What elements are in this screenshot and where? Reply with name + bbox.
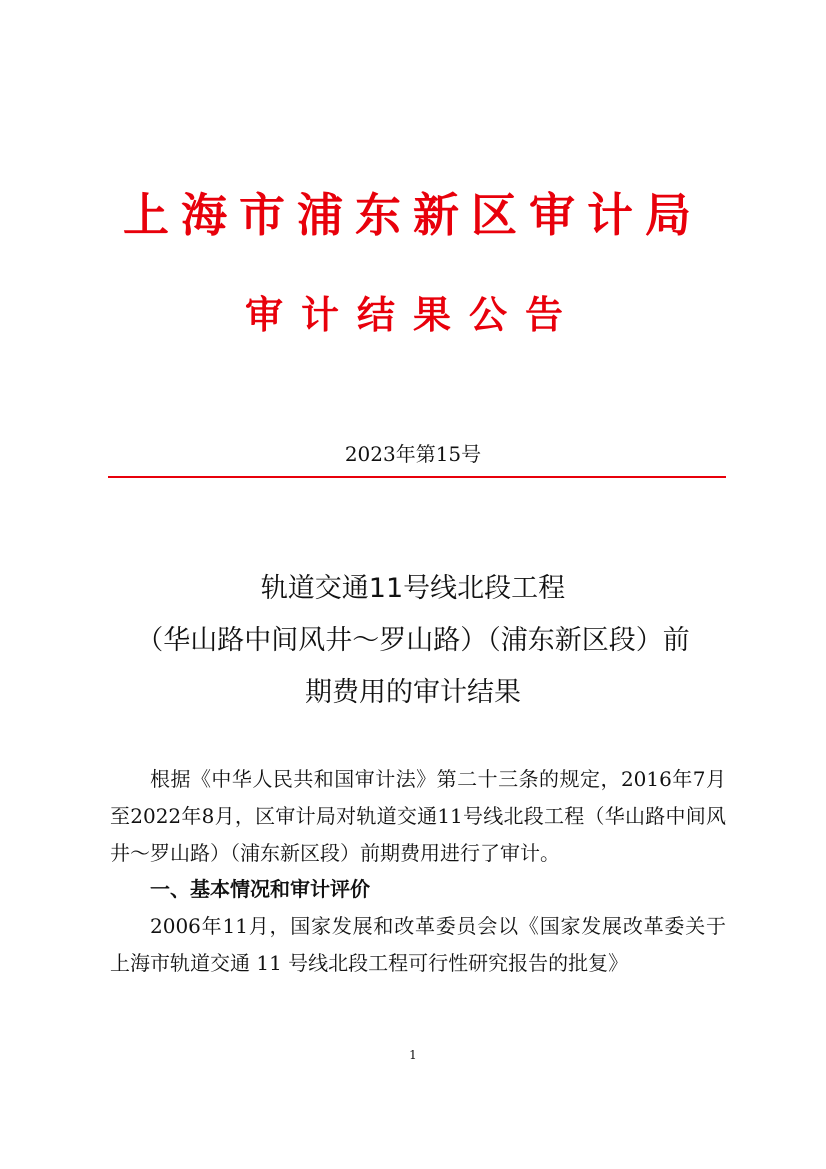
body-paragraph-2: 2006年11月，国家发展和改革委员会以《国家发展改革委关于上海市轨道交通 11 号线北段工程可行性研究报告的批复》 xyxy=(110,914,726,975)
report-title xyxy=(100,563,726,719)
section-heading-1: 一、基本情况和审计评价 xyxy=(150,877,370,901)
body-paragraph-1: 根据《中华人民共和国审计法》第二十三条的规定，2016年7月至2022年8月，区审计局对轨道交通11号线北段工程（华山路中间风井～罗山路）（浦东新区段）前期费用进行了审计。 xyxy=(110,767,726,865)
red-divider-line xyxy=(108,476,726,478)
organization-title: 上海市浦东新区审计局 xyxy=(123,188,703,242)
report-title-line-2: （华山路中间风井～罗山路）（浦东新区段）前 xyxy=(136,625,690,656)
document-number: 2023年第15号 xyxy=(344,442,482,466)
body-text xyxy=(110,761,726,982)
page-number: 1 xyxy=(409,1048,417,1062)
report-title-line-1: 轨道交通11号线北段工程 xyxy=(260,573,566,604)
document-type-title: 审计结果公告 xyxy=(244,293,581,337)
report-title-line-3: 期费用的审计结果 xyxy=(305,677,521,708)
